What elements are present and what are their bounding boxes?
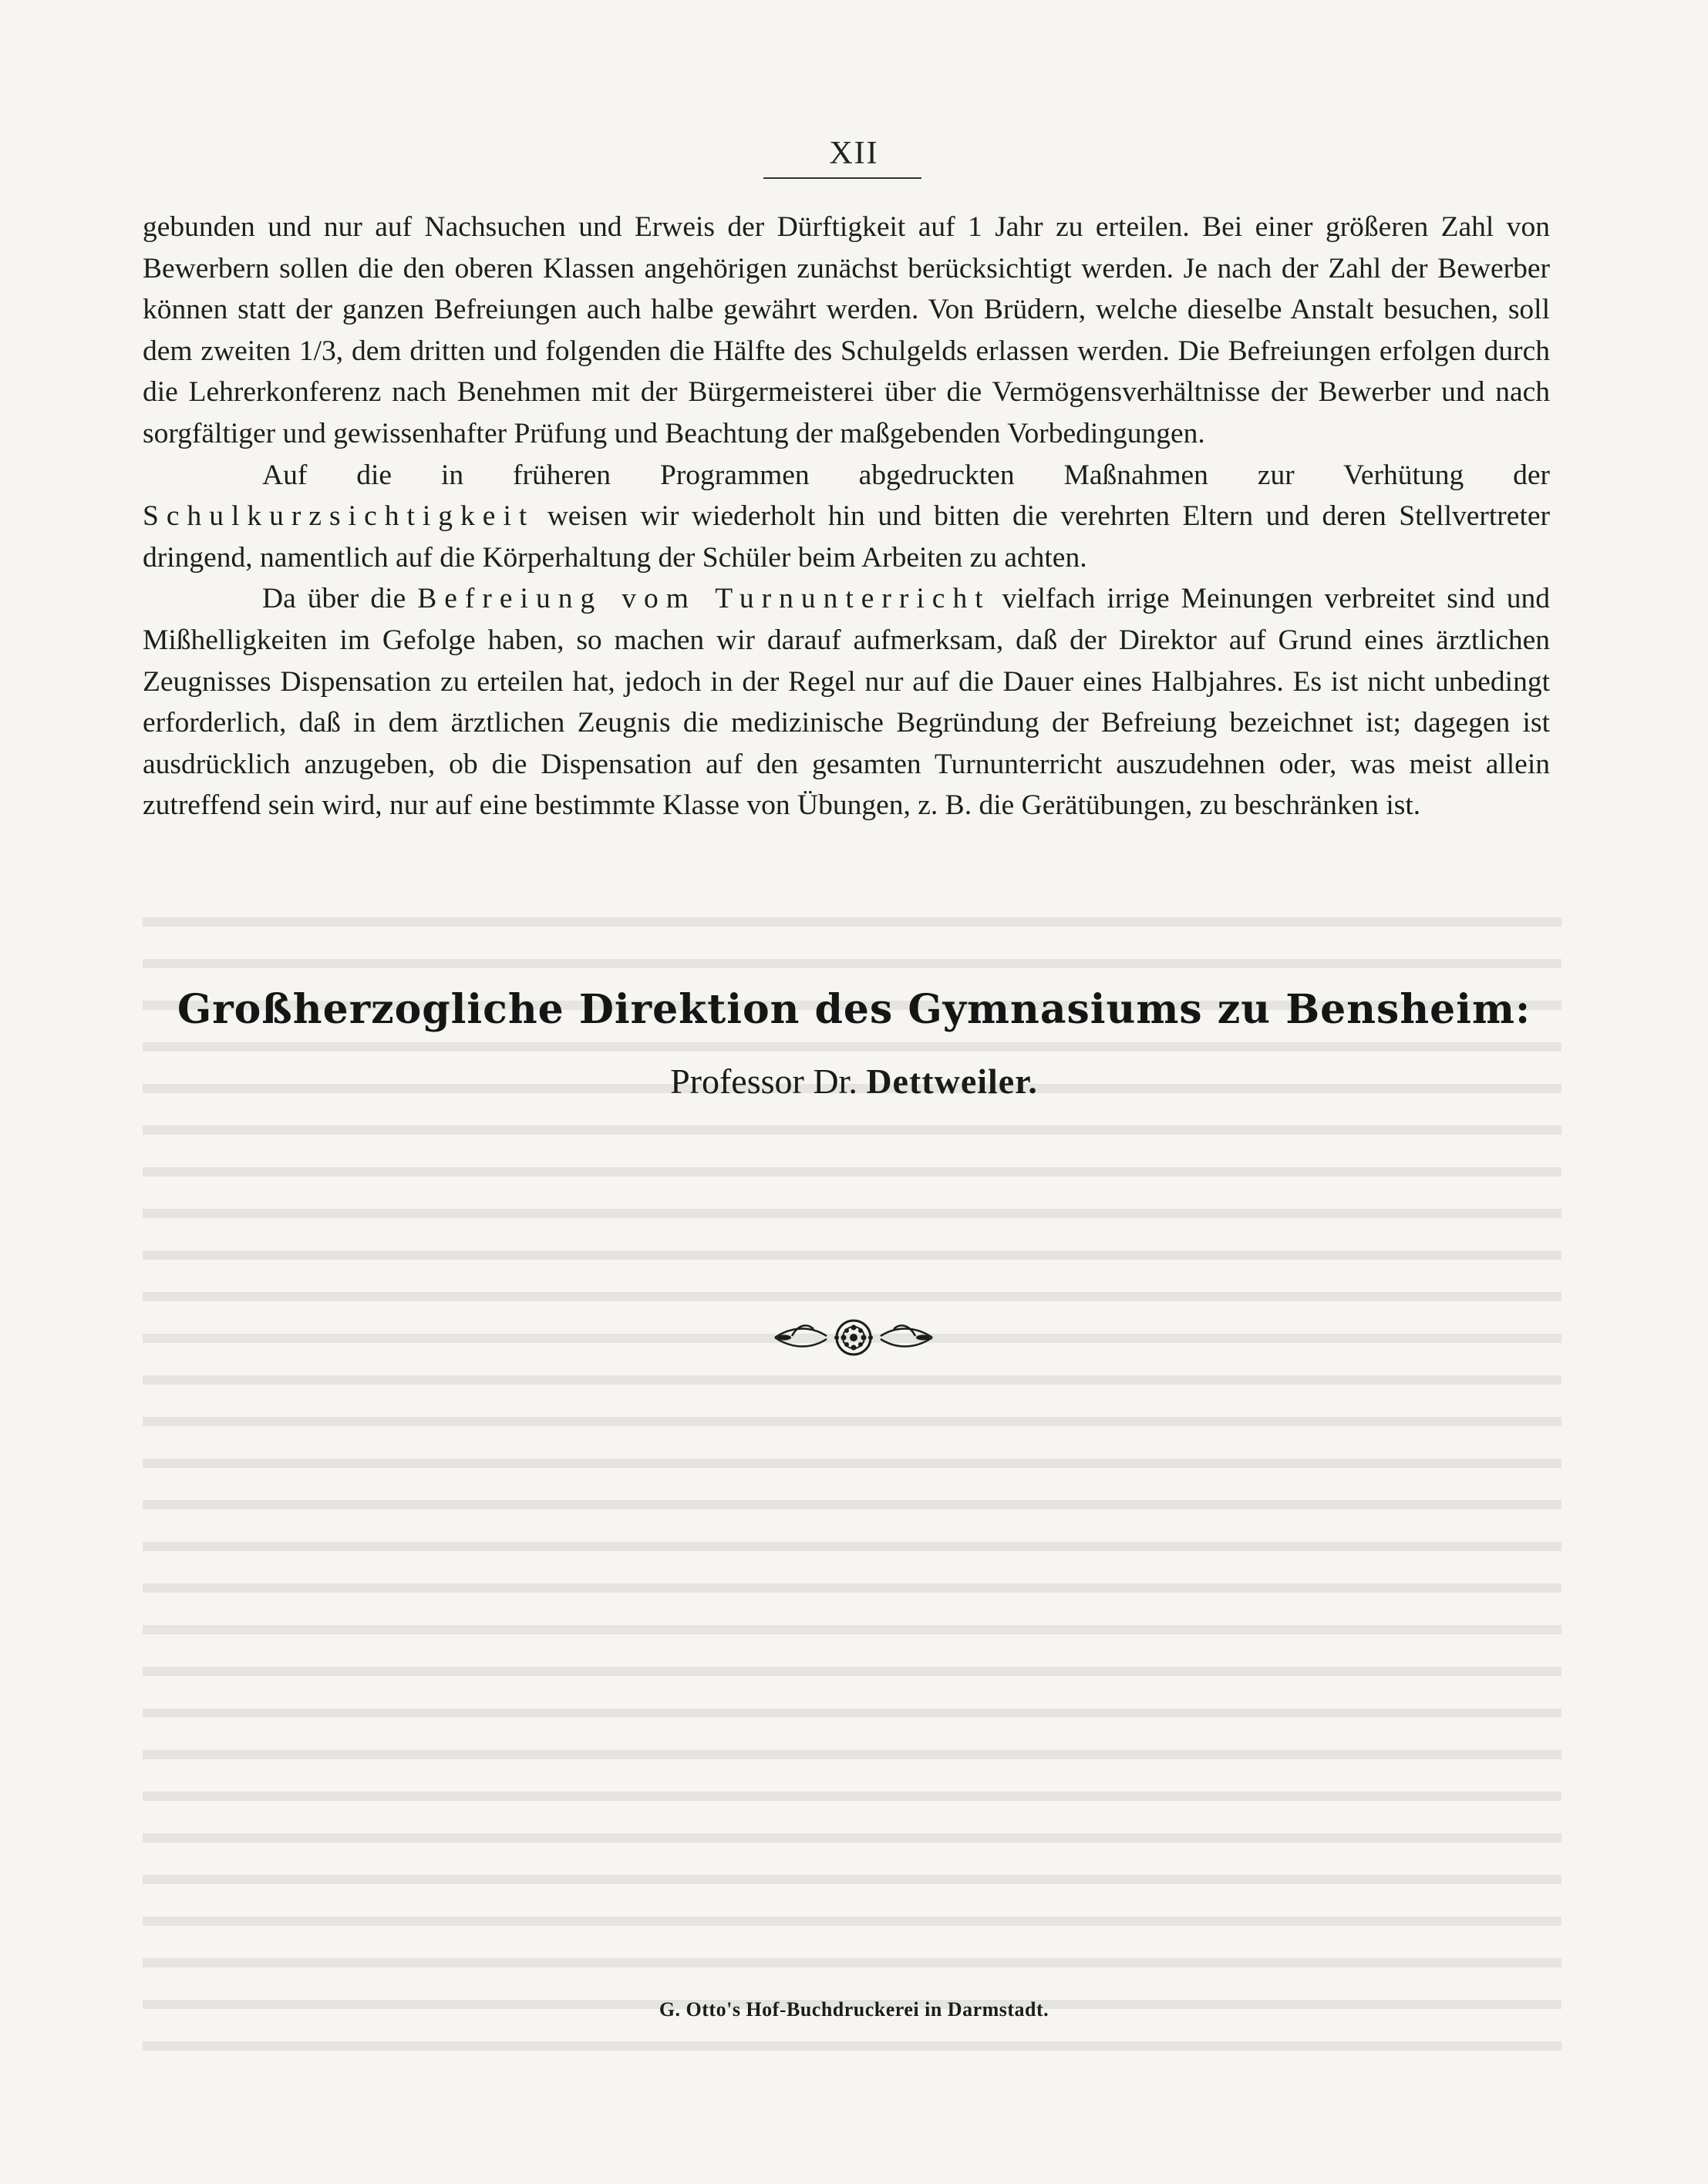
signature-name xyxy=(0,1051,1708,1112)
paragraph-kurzsichtigkeit-before: Auf die in früheren Programmen abgedruckten Maßnahmen zur Verhütung der xyxy=(262,459,1550,491)
paragraph-kurzsichtigkeit xyxy=(143,455,1550,579)
paragraph-schulgeld-befreiung: gebunden und nur auf Nachsuchen und Erweis der Dürftigkeit auf 1 Jahr zu erteilen. Bei einer größeren Zahl von Bewerbern sollen die den oberen Klassen angehörigen zunächst berücksichtigt werden. Je nach der Zahl der Bewerber können statt der ganzen Befreiungen auch halbe gewährt werden. Von Brüdern, welche dieselbe Anstalt besuchen, soll dem zweiten 1/3, dem dritten und folgenden die Hälfte des Schulgelds erlassen werden. Die Befreiungen erfolgen durch die Lehrerkonferenz nach Benehmen mit der Bürgermeisterei über die Vermögensverhältnisse der Bewerber und nach sorgfältiger und gewissenhafter Prüfung und Beachtung der maßgebenden Vorbedingungen. xyxy=(143,211,1550,449)
signature-surname: Dettweiler. xyxy=(866,1062,1038,1101)
body-text xyxy=(143,207,1550,826)
signature-name-prefix: Professor Dr. xyxy=(670,1062,867,1101)
header-rule xyxy=(763,177,921,179)
signature-block xyxy=(0,975,1708,1112)
paragraph-kurzsichtigkeit-after: weisen wir wiederholt hin und bitten die verehrten Eltern und deren Stellvertreter dringend, namentlich auf die Körperhaltung der Schüler beim Arbeiten zu achten. xyxy=(143,500,1550,574)
emphasis-befreiung-turnunterricht: Befreiung vom Turnunterricht xyxy=(417,583,991,615)
paragraph-turnunterricht-after: vielfach irrige Meinungen verbreitet sind und Mißhelligkeiten im Gefolge haben, so machen wir darauf aufmerksam, daß der Direktor auf Grund eines ärztlichen Zeugnisses Dispensation zu erteilen hat, jedoch in der Regel nur auf die Dauer eines Halbjahres. Es ist nicht unbedingt erforderlich, daß in dem ärztlichen Zeugnis die medizinische Begründung der Befreiung bezeichnet ist; dagegen ist ausdrücklich anzugeben, ob die Dispensation auf den gesamten Turnunterricht auszudehnen oder, was meist allein zutreffend sein wird, nur auf eine bestimmte Klasse von Übungen, z. B. die Gerätübungen, zu beschränken ist. xyxy=(143,583,1550,822)
emphasis-schulkurzsichtigkeit: Schulkurzsichtigkeit xyxy=(143,500,535,533)
paragraph-turnunterricht-before: Da über die xyxy=(262,583,418,615)
signature-title: Großherzogliche Direktion des Gymnasiums zu Bensheim: xyxy=(177,986,1531,1033)
paragraph-turnunterricht xyxy=(143,578,1550,826)
floral-rosette-ornament-icon xyxy=(769,1311,938,1365)
page-number: XII xyxy=(829,136,879,171)
printer-imprint: G. Otto's Hof-Buchdruckerei in Darmstadt. xyxy=(659,1998,1049,2021)
